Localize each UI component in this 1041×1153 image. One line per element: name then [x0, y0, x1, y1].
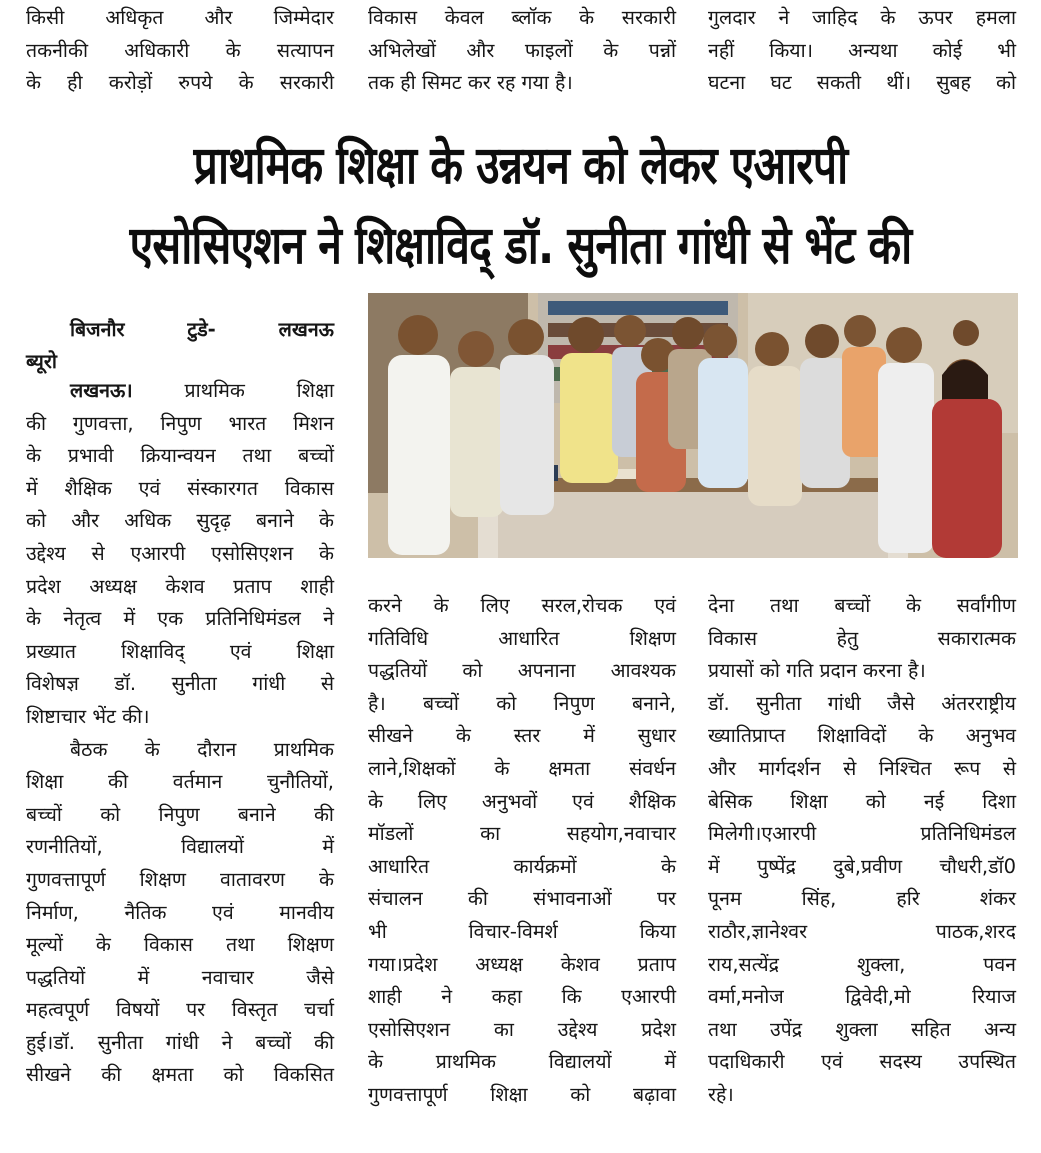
- article-column-1: [26, 375, 334, 1092]
- text-line: शाही ने कहा कि एआरपी: [368, 985, 676, 1009]
- text-line: के ही करोड़ों रुपये के सरकारी: [26, 71, 334, 95]
- text-line: रहे।: [708, 1082, 734, 1106]
- text-line: किसी अधिकृत और जिम्मेदार: [26, 6, 334, 29]
- text-line: नहीं किया। अन्यथा कोई भी: [708, 38, 1016, 62]
- byline-line-2: ब्यूरो: [26, 350, 57, 373]
- text-line: देना तथा बच्चों के सर्वांगीण: [708, 594, 1016, 617]
- text-line: में पुष्पेंद्र दुबे,प्रवीण चौधरी,डॉ0: [708, 854, 1016, 878]
- text-line: शिक्षा की वर्तमान चुनौतियों,: [26, 770, 334, 794]
- text-line: डॉ. सुनीता गांधी जैसे अंतरराष्ट्रीय: [708, 691, 1016, 715]
- text-line: और मार्गदर्शन से निश्चित रूप से: [708, 756, 1016, 780]
- article-column-2: [368, 590, 676, 1112]
- text-line: विशेषज्ञ डॉ. सुनीता गांधी से: [26, 672, 334, 696]
- text-line: के नेतृत्व में एक प्रतिनिधिमंडल ने: [26, 607, 334, 631]
- text-segment: प्राथमिक शिक्षा: [184, 379, 334, 402]
- headline-line-1: प्राथमिक शिक्षा के उन्नयन को लेकर एआरपी: [193, 136, 848, 196]
- prev-story-col-right: [708, 2, 1016, 100]
- text-line: राठौर,ज्ञानेश्वर पाठक,शरद: [708, 919, 1016, 943]
- text-line: के प्राथमिक विद्यालयों में: [368, 1050, 676, 1074]
- text-line: एसोसिएशन का उद्देश्य प्रदेश: [368, 1017, 676, 1041]
- group-photo-illustration: [368, 293, 1018, 558]
- text-line: मूल्यों के विकास तथा शिक्षण: [26, 933, 334, 957]
- text-line: विकास केवल ब्लॉक के सरकारी: [368, 6, 676, 29]
- text-line: तक ही सिमट कर रह गया है।: [368, 71, 573, 95]
- text-line: में शैक्षिक एवं संस्कारगत विकास: [26, 476, 334, 500]
- text-line: उद्देश्य से एआरपी एसोसिएशन के: [26, 541, 334, 565]
- text-line: प्रयासों को गति प्रदान करना है।: [708, 659, 926, 683]
- text-line: बच्चों को निपुण बनाने की: [26, 802, 334, 826]
- text-line: निर्माण, नैतिक एवं मानवीय: [26, 900, 334, 924]
- news-photo: [368, 293, 1018, 558]
- text-line: राय,सत्येंद्र शुक्ला, पवन: [708, 952, 1016, 976]
- text-line: है। बच्चों को निपुण बनाने,: [368, 691, 676, 715]
- text-line: शिष्टाचार भेंट की।: [26, 704, 150, 728]
- byline-line-1: बिजनौर टुडे- लखनऊ: [70, 318, 334, 341]
- text-line: गुणवत्तापूर्ण शिक्षा को बढ़ावा: [368, 1082, 676, 1106]
- text-line: महत्वपूर्ण विषयों पर विस्तृत चर्चा: [26, 998, 334, 1022]
- text-line: पदाधिकारी एवं सदस्य उपस्थित: [708, 1050, 1016, 1074]
- text-line: पद्धतियों को अपनाना आवश्यक: [368, 659, 676, 683]
- text-line: प्रख्यात शिक्षाविद् एवं शिक्षा: [26, 639, 334, 663]
- text-line: प्रदेश अध्यक्ष केशव प्रताप शाही: [26, 574, 334, 598]
- text-line: गुलदार ने जाहिद के ऊपर हमला: [708, 6, 1016, 29]
- text-line: हुई।डॉ. सुनीता गांधी ने बच्चों की: [26, 1030, 334, 1054]
- text-line: पद्धतियों में नवाचार जैसे: [26, 965, 334, 989]
- text-line: घटना घट सकती थीं। सुबह को: [708, 71, 1016, 95]
- text-line: के प्रभावी क्रियान्वयन तथा बच्चों: [26, 444, 334, 468]
- text-line: आधारित कार्यक्रमों के: [368, 854, 676, 878]
- text-line: संचालन की संभावनाओं पर: [368, 887, 676, 911]
- text-line: भी विचार-विमर्श किया: [368, 919, 676, 943]
- text-line: को और अधिक सुदृढ़ बनाने के: [26, 509, 334, 533]
- text-line: पूनम सिंह, हरि शंकर: [708, 887, 1016, 911]
- text-segment: बैठक के दौरान प्राथमिक: [70, 737, 334, 761]
- text-line: गया।प्रदेश अध्यक्ष केशव प्रताप: [368, 952, 676, 976]
- text-line: लाने,शिक्षकों के क्षमता संवर्धन: [368, 756, 676, 780]
- text-line: ख्यातिप्राप्त शिक्षाविदों के अनुभव: [708, 724, 1016, 748]
- text-line: विकास हेतु सकारात्मक: [708, 626, 1016, 650]
- text-line: रणनीतियों, विद्यालयों में: [26, 835, 334, 859]
- text-line: अभिलेखों और फाइलों के पन्नों: [368, 38, 676, 62]
- text-line: गतिविधि आधारित शिक्षण: [368, 626, 676, 650]
- dateline: लखनऊ।: [70, 379, 133, 402]
- text-line: सीखने के स्तर में सुधार: [368, 724, 676, 748]
- text-line: गुणवत्तापूर्ण शिक्षण वातावरण के: [26, 867, 334, 891]
- text-line: के लिए अनुभवों एवं शैक्षिक: [368, 789, 676, 813]
- headline-line-2: एसोसिएशन ने शिक्षाविद् डॉ. सुनीता गांधी से भेंट की: [129, 216, 912, 276]
- prev-story-col-middle: [368, 2, 676, 100]
- prev-story-col-left: [26, 2, 334, 100]
- text-line: मॉडलों का सहयोग,नवाचार: [368, 822, 676, 846]
- article-column-3: [708, 590, 1016, 1112]
- text-line: करने के लिए सरल,रोचक एवं: [368, 594, 676, 617]
- text-line: [26, 375, 334, 408]
- text-line: तकनीकी अधिकारी के सत्यापन: [26, 38, 334, 62]
- text-line: [26, 734, 334, 767]
- text-line: वर्मा,मनोज द्विवेदी,मो रियाज: [708, 985, 1016, 1009]
- text-line: तथा उपेंद्र शुक्ला सहित अन्य: [708, 1017, 1016, 1041]
- text-line: की गुणवत्ता, निपुण भारत मिशन: [26, 411, 334, 435]
- text-line: बेसिक शिक्षा को नई दिशा: [708, 789, 1016, 813]
- text-line: मिलेगी।एआरपी प्रतिनिधिमंडल: [708, 822, 1016, 846]
- text-line: सीखने की क्षमता को विकसित: [26, 1063, 334, 1087]
- byline: [26, 314, 334, 378]
